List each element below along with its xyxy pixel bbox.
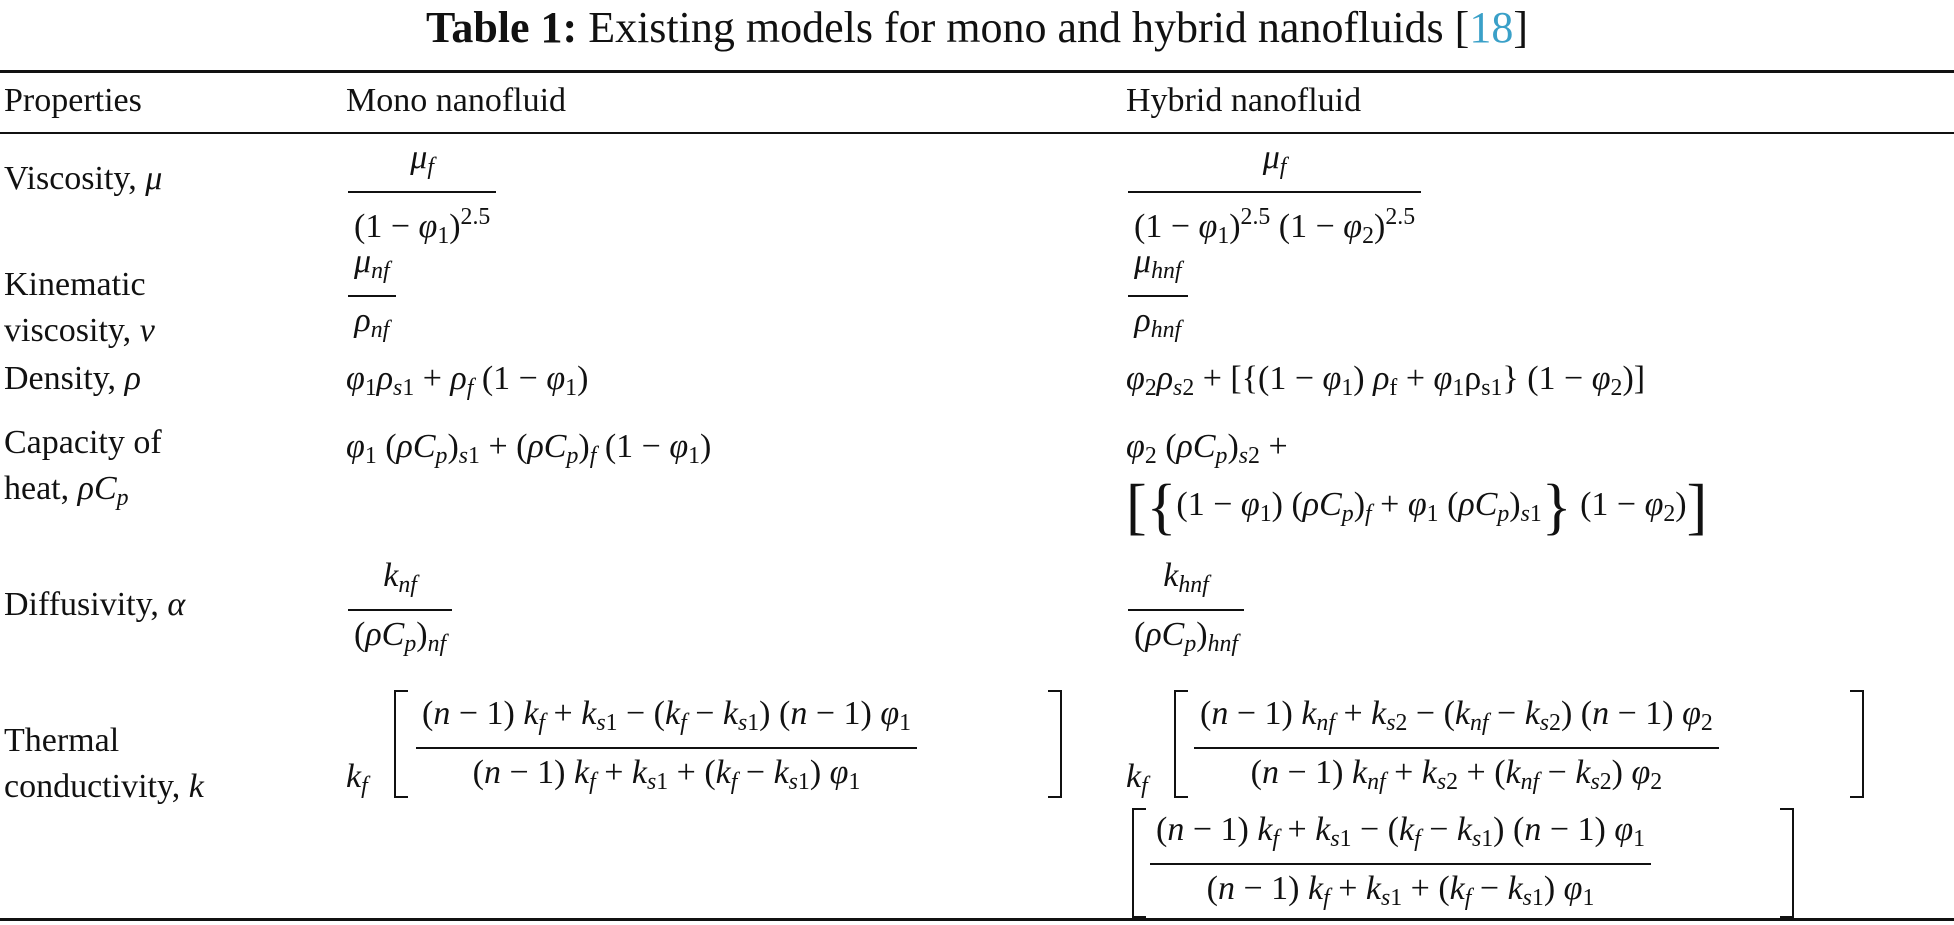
viscosity-mono-formula: $\frac{\mu_f}{(1 - \varphi_1)^{2.5}}$ bbox=[348, 138, 496, 256]
diffusivity-hybrid-formula: $\frac{k_{hnf}}{(\rho C_p)_{hnf}}$ bbox=[1128, 556, 1244, 664]
column-header-hybrid: Hybrid nanofluid bbox=[1126, 82, 1362, 119]
heat-capacity-hybrid-formula-line2: [{$(1 - \varphi_1)$ $(\rho C_p)_f + \varphi_1$ $(\rho C_p)_{s1}$} $(1 - \varphi_2)$] bbox=[1126, 473, 1708, 542]
conductivity-mono-left-bracket bbox=[394, 690, 408, 798]
kinematic-hybrid-formula: $\frac{\mu_{hnf}}{\rho_{hnf}}$ bbox=[1128, 242, 1188, 350]
conductivity-hybrid2-right-bracket bbox=[1780, 808, 1794, 918]
conductivity-hybrid-formula-part2: $\frac{(n - 1) k_f + k_{s1} - (k_f - k_{s1}) (n - 1) \varphi_1}{(n - 1) k_f + k_{s1} + (k_f - k_{s1}) \varphi_1}$ bbox=[1150, 810, 1651, 918]
header-rule bbox=[0, 132, 1954, 134]
row-label-viscosity: Viscosity, μ bbox=[4, 160, 163, 197]
caption-end: ] bbox=[1513, 3, 1528, 52]
conductivity-mono-prefix: $k_f$ bbox=[346, 758, 368, 799]
density-mono-formula: $\varphi_1\rho_{s1} + \rho_f$ $(1 - \varphi_1)$ bbox=[346, 360, 589, 401]
conductivity-hybrid-left-bracket bbox=[1174, 690, 1188, 798]
conductivity-hybrid-right-bracket bbox=[1850, 690, 1864, 798]
heat-capacity-mono-formula: $\varphi_1$ $(\rho C_p)_{s1} + (\rho C_p)_f$ $(1 - \varphi_1)$ bbox=[346, 428, 712, 469]
column-header-properties: Properties bbox=[4, 82, 142, 119]
top-rule bbox=[0, 70, 1954, 73]
citation-link[interactable]: 18 bbox=[1469, 3, 1514, 52]
viscosity-hybrid-formula: $\frac{\mu_f}{(1 - \varphi_1)^{2.5} (1 - \varphi_2)^{2.5}}$ bbox=[1128, 138, 1421, 256]
conductivity-hybrid-formula-part1: $\frac{(n - 1) k_{nf} + k_{s2} - (k_{nf} - k_{s2}) (n - 1) \varphi_2}{(n - 1) k_{nf} + k_{s2} + (k_{nf} - k_{s2}) \varphi_2}$ bbox=[1194, 694, 1719, 802]
row-label-kinematic: Kinematic viscosity, ν bbox=[4, 266, 155, 349]
conductivity-hybrid-prefix: $k_f$ bbox=[1126, 758, 1148, 799]
column-header-mono: Mono nanofluid bbox=[346, 82, 567, 119]
caption-text: Existing models for mono and hybrid nanofluids [ bbox=[588, 3, 1470, 52]
row-label-thermal-conductivity: Thermal conductivity, k bbox=[4, 722, 204, 805]
conductivity-mono-formula: $\frac{(n - 1) k_f + k_{s1} - (k_f - k_{s1}) (n - 1) \varphi_1}{(n - 1) k_f + k_{s1} + (k_f - k_{s1}) \varphi_1}$ bbox=[416, 694, 917, 802]
table-caption bbox=[0, 2, 1954, 54]
row-label-density: Density, ρ bbox=[4, 360, 141, 397]
conductivity-hybrid2-left-bracket bbox=[1132, 808, 1146, 918]
row-label-diffusivity: Diffusivity, α bbox=[4, 586, 186, 623]
heat-capacity-hybrid-formula-line1: $\varphi_2$ $(\rho C_p)_{s2}$ + bbox=[1126, 428, 1288, 469]
diffusivity-mono-formula: $\frac{k_{nf}}{(\rho C_p)_{nf}}$ bbox=[348, 556, 452, 664]
density-hybrid-formula: $\varphi_2\rho_{s2} + [\{(1 - \varphi_1) \rho_f + \varphi_1\rho_{s1}\} (1 - \varphi_2)]$ bbox=[1126, 360, 1646, 401]
caption-label: Table 1: bbox=[426, 3, 578, 52]
row-label-heat-capacity: Capacity of heat, $\rho C_p$ bbox=[4, 424, 162, 511]
bottom-rule bbox=[0, 918, 1954, 921]
conductivity-mono-right-bracket bbox=[1048, 690, 1062, 798]
kinematic-mono-formula: $\frac{\mu_{nf}}{\rho_{nf}}$ bbox=[348, 242, 396, 350]
